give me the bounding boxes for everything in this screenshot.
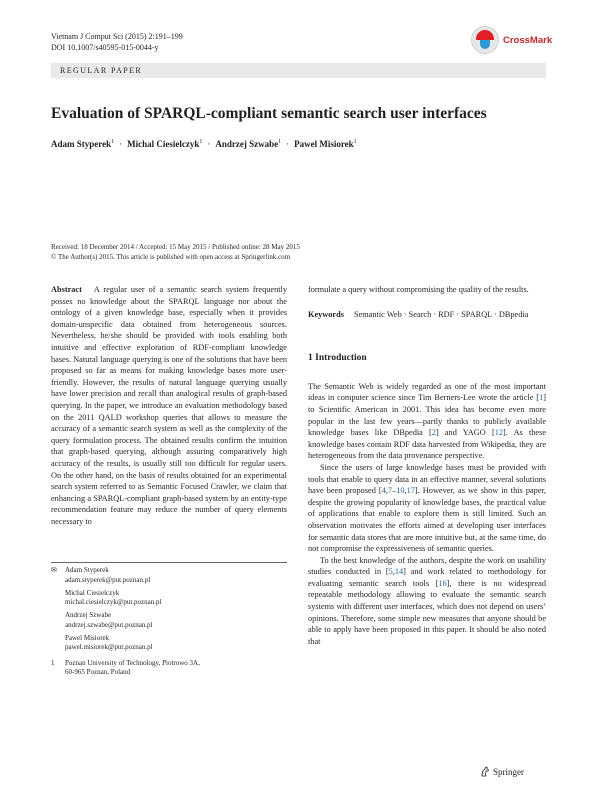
citation-link[interactable]: 10 bbox=[396, 486, 405, 496]
journal-citation: Vietnam J Comput Sci (2015) 2:191–199 bbox=[51, 32, 183, 41]
citation-link[interactable]: 5 bbox=[388, 567, 393, 577]
crossmark-icon bbox=[471, 26, 499, 54]
affiliation bbox=[51, 659, 287, 678]
citation-link[interactable]: 1 bbox=[539, 393, 544, 403]
intro-paragraph: Since the users of large knowledge bases must be provided with tools that enable to query data in an effective manner, several solutions have been proposed [4,7–10,17]. However, as we show in this paper, despite the growing popularity of knowledge bases, the practical value of applications that enable to explore them is still limited. Such an observation motivates the efforts aimed at developing user interfaces for semantic data stores that are more intuitive but, at the same time, do not compromise the expressiveness of semantic queries. bbox=[308, 462, 547, 554]
footnote-divider bbox=[51, 562, 287, 563]
author[interactable]: Andrzej Szwabe$^1$ bbox=[215, 139, 282, 149]
contact-name: Pawel Misiorek bbox=[65, 633, 110, 642]
contact-name: Andrzej Szwabe bbox=[65, 611, 112, 619]
citation-link[interactable]: 4 bbox=[381, 486, 386, 496]
intro-paragraph: To the best knowledge of the authors, despite the work on usability studies conducted in [5,14] and work related to methodology for evaluating semantic search tools [16], there is no widespread repeatable methodology allowing to evaluate the semantic search systems with different user interfaces, which does not depend on users’ opinions. Therefore, some simple new measures that anyone should be able to apply have been proposed in this paper. It should be also noted that bbox=[308, 555, 546, 646]
citation-link[interactable]: 2 bbox=[431, 428, 436, 438]
author-list: Adam Styperek$^1$ · Michal Ciesielczyk$^1$ · Andrzej Szwabe$^1$ · Pawel Misiorek$^1$ bbox=[51, 139, 357, 149]
contact-name: Adam Styperek bbox=[65, 566, 109, 574]
doi: DOI 10.1007/s40595-015-0044-y bbox=[51, 43, 159, 52]
contact-email[interactable]: michal.ciesielczyk@put.poznan.pl bbox=[65, 598, 162, 606]
publisher-logo bbox=[480, 766, 524, 777]
affiliation-line: Poznan University of Technology, Piotrowo 3A, bbox=[65, 658, 200, 667]
abstract-heading: Abstract bbox=[51, 285, 82, 294]
publication-dates bbox=[51, 243, 300, 262]
citation-link[interactable]: 12 bbox=[494, 428, 504, 438]
contact-email[interactable]: adam.styperek@put.poznan.pl bbox=[65, 575, 151, 584]
section-heading: 1 Introduction bbox=[308, 353, 367, 364]
citation-link[interactable]: 7 bbox=[387, 486, 393, 496]
springer-horse-icon bbox=[480, 766, 490, 777]
author[interactable]: Pawel Misiorek$^1$ bbox=[294, 139, 357, 149]
contact-email[interactable]: andrzej.szwabe@put.poznan.pl bbox=[65, 620, 153, 629]
abstract-column bbox=[51, 284, 287, 527]
affiliation-line: 60-965 Poznan, Poland bbox=[65, 668, 131, 676]
contact-name: Michal Ciesielczyk bbox=[65, 588, 120, 597]
date-history: Received: 18 December 2014 / Accepted: 15 May 2015 / Published online: 28 May 2015 bbox=[51, 243, 300, 251]
author[interactable]: Michal Ciesielczyk$^1$ bbox=[127, 139, 203, 149]
contact-entry bbox=[51, 634, 287, 653]
section-bar bbox=[51, 63, 546, 78]
envelope-icon: ✉ bbox=[51, 566, 57, 574]
citation-link[interactable]: 17 bbox=[406, 486, 415, 496]
citation-link[interactable]: 14 bbox=[394, 567, 404, 577]
paper-title: Evaluation of SPARQL-compliant semantic search user interfaces bbox=[51, 105, 487, 122]
contact-entry bbox=[51, 566, 287, 585]
citation-link[interactable]: 16 bbox=[438, 578, 447, 588]
keywords bbox=[308, 309, 546, 321]
author-contacts bbox=[51, 566, 287, 681]
crossmark-logo[interactable] bbox=[471, 25, 567, 55]
contact-entry bbox=[51, 611, 287, 630]
section-label: REGULAR PAPER bbox=[60, 66, 143, 75]
journal-header bbox=[51, 31, 183, 53]
keywords-heading: Keywords bbox=[308, 309, 344, 319]
author[interactable]: Adam Styperek$^1$ bbox=[51, 139, 115, 149]
right-column bbox=[308, 284, 546, 647]
abstract bbox=[51, 284, 287, 527]
intro-paragraph: The Semantic Web is widely regarded as one of the most important ideas in computer science since Tim Berners-Lee wrote the article [1] to Scientific American in 2001. This idea has become even more popular in the last few years—partly thanks to publicly available knowledge bases like DBpedia [2] and YAGO [12]. As these knowledge bases contain RDF data harvested from Wikipedia, they are heterogeneous from the data provenance perspective. bbox=[308, 381, 547, 461]
affiliation-mark: 1 bbox=[51, 658, 55, 667]
contact-entry bbox=[51, 589, 287, 608]
keywords-text: Semantic Web · Search · RDF · SPARQL · DBpedia bbox=[353, 309, 529, 319]
abstract-text: A regular user of a semantic search system frequently posses no knowledge about the SPARQL language nor about the ontology of a given knowledge base, especially when it provides domain-unspecific data obtained from heterogeneous sources. Nevertheless, he/she should be provided with tools enabling both intuitive and effective exploration of RDF-compliant knowledge bases. Natural language querying is one of the solutions that have been proposed so far as means for making knowledge bases more user-friendly. However, the results of natural language querying usually have lower precision and recall than analogical results of graph-based querying. In the paper, we introduce an evaluation methodology based on the 2011 QALD workshop queries that allows to measure the accuracy of a semantic search system as well as the complexity of the query formulation process. The obtained results confirm the intuition that graph-based querying, although assuring comparatively high accuracy of the results, is usually still too difficult for regular users. On the other hand, on the basis of results obtained for an experimental search system referred to as Semantic Focused Crawler, we claim that enhancing a SPARQL-compliant graph-based system by an entity-type recommendation feature may reduce the number of query elements necessary to bbox=[51, 285, 287, 526]
abstract-continuation: formulate a query without compromising the quality of the results. bbox=[308, 285, 529, 294]
crossmark-label: CrossMark bbox=[503, 34, 553, 46]
copyright-notice: © The Author(s) 2015. This article is published with open access at Springerlink.com bbox=[51, 252, 291, 261]
publisher-label: Springer bbox=[493, 766, 524, 777]
contact-email[interactable]: pawel.misiorek@put.poznan.pl bbox=[65, 643, 153, 651]
